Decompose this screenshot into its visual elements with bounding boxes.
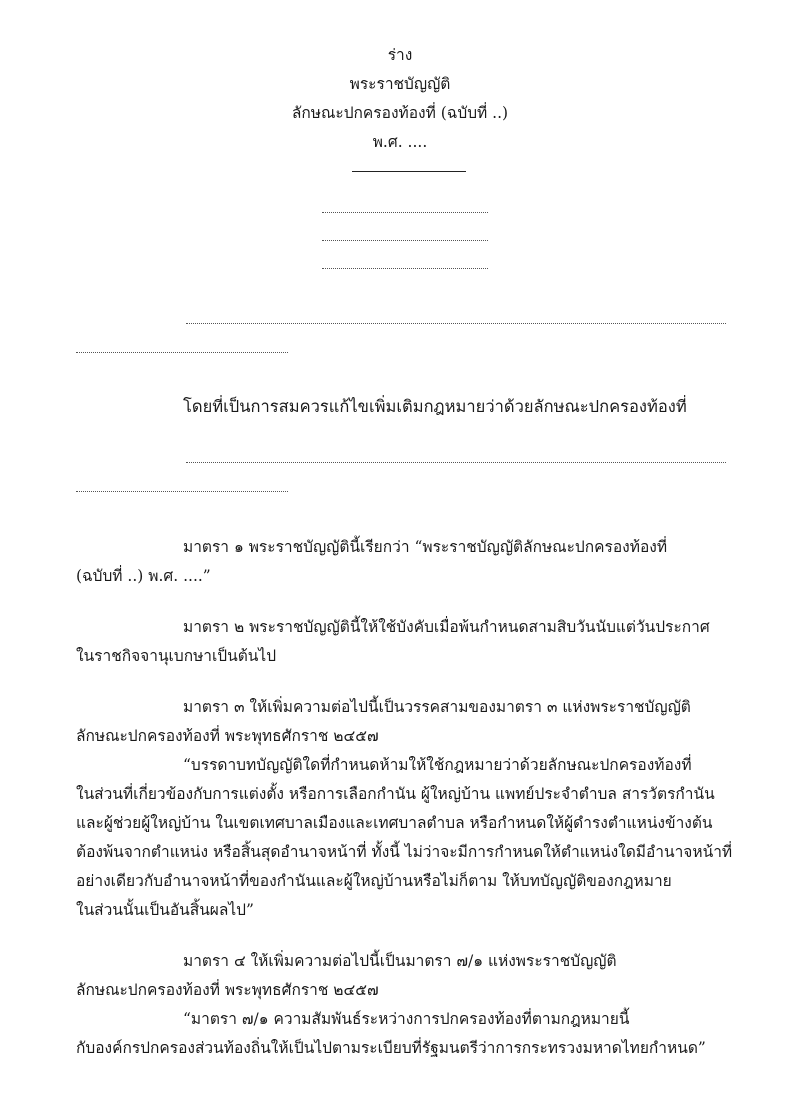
preamble-reason: โดยที่เป็นการสมควรแก้ไขเพิ่มเติมกฎหมายว่าด้วยลักษณะปกครองท้องที่ [183,397,687,416]
preamble-dotted-line-2 [76,491,288,492]
section-3-line-1: มาตรา ๓ ให้เพิ่มความต่อไปนี้เป็นวรรคสามของมาตรา ๓ แห่งพระราชบัญญัติ [183,698,691,716]
section-2-line-1: มาตรา ๒ พระราชบัญญัตินี้ให้ใช้บังคับเมื่อพ้นกำหนดสามสิบวันนับแต่วันประกาศ [183,618,710,636]
act-heading: พระราชบัญญัติ [349,75,451,93]
signature-dotted-line-3 [322,268,488,269]
preamble-dotted-line-1 [186,462,726,463]
section-4-quote-line-1: “มาตรา ๗/๑ ความสัมพันธ์ระหว่างการปกครองท้องที่ตามกฎหมายนี้ [183,1010,630,1028]
section-3-quote-line-3: และผู้ช่วยผู้ใหญ่บ้าน ในเขตเทศบาลเมืองและเทศบาลตำบล หรือกำหนดให้ผู้ดำรงตำแหน่งข้างต้น [76,814,713,832]
section-3-quote-line-1: “บรรดาบทบัญญัติใดที่กำหนดห้ามให้ใช้กฎหมายว่าด้วยลักษณะปกครองท้องที่ [183,756,692,774]
section-4-line-2: ลักษณะปกครองท้องที่ พระพุทธศักราช ๒๔๕๗ [76,981,379,999]
section-1-line-2: (ฉบับที่ ..) พ.ศ. ....” [76,567,211,585]
section-1-line-1: มาตรา ๑ พระราชบัญญัตินี้เรียกว่า “พระราชบัญญัติลักษณะปกครองท้องที่ [183,538,668,556]
section-3-quote-line-6: ในส่วนนั้นเป็นอันสิ้นผลไป” [76,901,254,919]
draft-label: ร่าง [387,46,413,64]
section-3-quote-line-4: ต้องพ้นจากตำแหน่ง หรือสิ้นสุดอำนาจหน้าที่ ทั้งนี้ ไม่ว่าจะมีการกำหนดให้ตำแหน่งใดมีอำนาจหน้าที่ [76,843,733,861]
section-4-line-1: มาตรา ๔ ให้เพิ่มความต่อไปนี้เป็นมาตรา ๗/๑ แห่งพระราชบัญญัติ [183,952,617,970]
section-3-line-2: ลักษณะปกครองท้องที่ พระพุทธศักราช ๒๔๕๗ [76,727,379,745]
title-underline [352,171,466,172]
section-3-quote-line-2: ในส่วนที่เกี่ยวข้องกับการแต่งตั้ง หรือการเลือกกำนัน ผู้ใหญ่บ้าน แพทย์ประจำตำบล สารวัตรกำนัน [76,785,715,803]
enactment-dotted-line-1 [186,323,726,324]
act-title: ลักษณะปกครองท้องที่ (ฉบับที่ ..) [291,104,509,122]
section-2-line-2: ในราชกิจจานุเบกษาเป็นต้นไป [76,647,277,665]
section-3-quote-line-5: อย่างเดียวกับอำนาจหน้าที่ของกำนันและผู้ใหญ่บ้านหรือไม่ก็ตาม ให้บทบัญญัติของกฎหมาย [76,872,672,890]
section-4-quote-line-2: กับองค์กรปกครองส่วนท้องถิ่นให้เป็นไปตามระเบียบที่รัฐมนตรีว่าการกระทรวงมหาดไทยกำหนด” [76,1039,706,1057]
enactment-dotted-line-2 [76,352,288,353]
signature-dotted-line-2 [322,240,488,241]
signature-dotted-line-1 [322,212,488,213]
act-year: พ.ศ. .... [372,133,428,151]
